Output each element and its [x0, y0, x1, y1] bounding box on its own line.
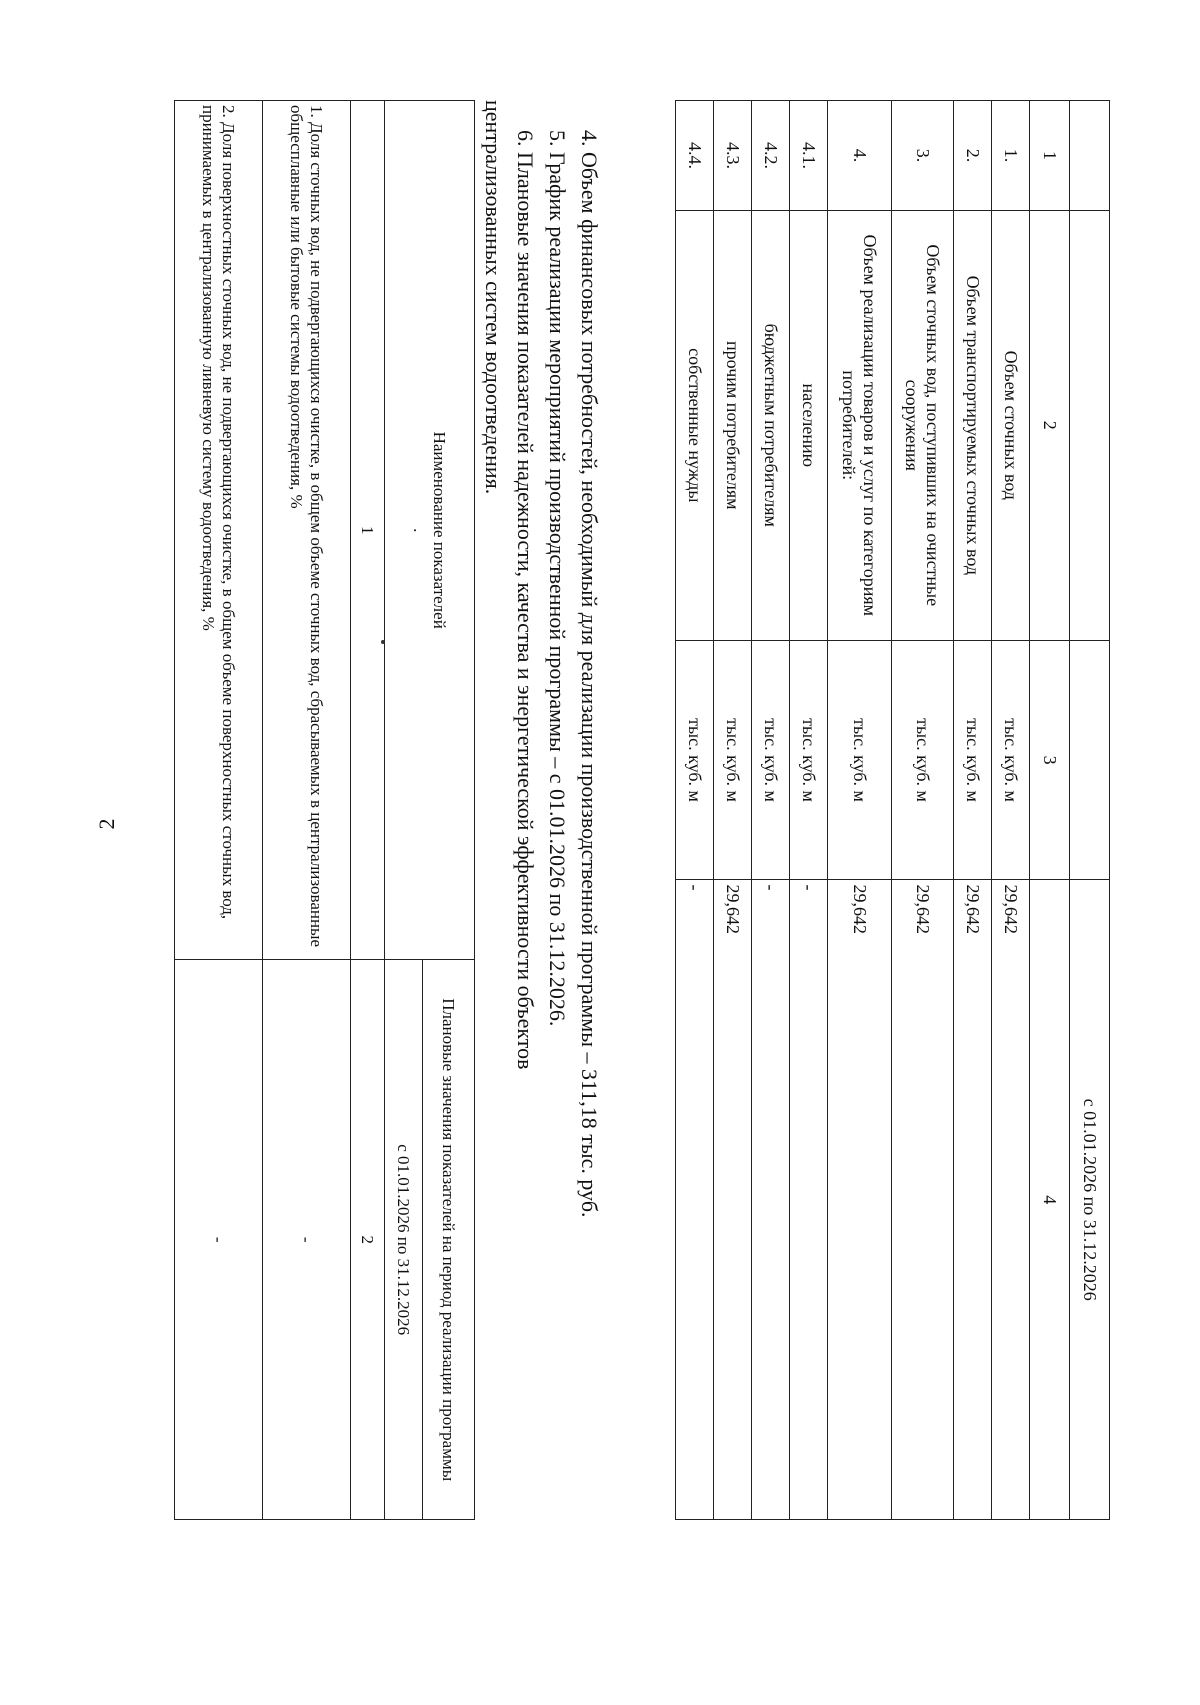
row-value: 29,642 [992, 880, 1030, 1520]
row-unit: тыс. куб. м [714, 640, 752, 880]
paragraph-indicators [477, 100, 541, 1520]
table2-header-period: с 01.01.2026 по 31.12.2026 [385, 960, 423, 1520]
indicator-name: 2. Доля поверхностных сточных вод, не подвергающихся очистке, в общем объеме поверхностных сточных вод, принимаемых в централизованную ливневую систему водоотведения, % [175, 101, 263, 960]
row-value: 29,642 [828, 880, 892, 1520]
table1-header-empty [1070, 640, 1110, 880]
row-number: 4. [828, 101, 892, 211]
paragraph-financial-needs: 4. Объем финансовых потребностей, необходимый для реализации производственной программы – 311,18 тыс. руб. [577, 130, 602, 1218]
indicator-name: 1. Доля сточных вод, не подвергающихся очистке, в общем объеме сточных вод, сбрасываемых в централизованные общесплавные или бытовые системы водоотведения, % [263, 101, 351, 960]
table2-col-number: 2 [351, 960, 385, 1520]
table2-col-numbers-row [351, 101, 385, 1520]
table-row [790, 101, 828, 1520]
row-unit: тыс. куб. м [752, 640, 790, 880]
paragraph-indicators-line2: централизованных систем водоотведения. [481, 100, 506, 495]
row-number: 4.4. [676, 101, 714, 211]
indicator-value: - [263, 960, 351, 1520]
row-number: 1. [992, 101, 1030, 211]
paragraph-indicators-line1: 6. Плановые значения показателей надежности, качества и энергетической эффективности объектов [513, 130, 538, 1070]
table-row [676, 101, 714, 1520]
table2-header-name: Наименование показателей [430, 431, 450, 629]
row-name: прочим потребителям [714, 210, 752, 640]
production-volume-table [675, 100, 1110, 1520]
table-row [263, 101, 351, 1520]
row-unit: тыс. куб. м [676, 640, 714, 880]
table2-header-name-cell [385, 101, 475, 960]
table1-header-empty [1070, 101, 1110, 211]
row-value: - [790, 880, 828, 1520]
row-unit: тыс. куб. м [892, 640, 954, 880]
row-name: Объем сточных вод, поступивших на очистные сооружения [892, 210, 954, 640]
indicators-table [174, 100, 475, 1520]
table1-col-number: 1 [1030, 101, 1070, 211]
row-name: бюджетным потребителям [752, 210, 790, 640]
table-row [892, 101, 954, 1520]
table2-col-number: 1 [351, 101, 385, 960]
table-row [828, 101, 892, 1520]
row-name: собственные нужды [676, 210, 714, 640]
table-row [992, 101, 1030, 1520]
row-value: 29,642 [714, 880, 752, 1520]
scan-dot [381, 640, 385, 644]
table1-header-empty [1070, 210, 1110, 640]
row-number: 2. [954, 101, 992, 211]
page-number: 2 [94, 818, 119, 830]
row-name: Объем реализации товаров и услуг по категориям потребителей: [828, 210, 892, 640]
row-unit: тыс. куб. м [828, 640, 892, 880]
row-value: - [752, 880, 790, 1520]
row-value: 29,642 [954, 880, 992, 1520]
table1-col-number: 3 [1030, 640, 1070, 880]
row-number: 3. [892, 101, 954, 211]
row-name: Объем транспортируемых сточных вод [954, 210, 992, 640]
row-name: населению [790, 210, 828, 640]
row-value: - [676, 880, 714, 1520]
row-number: 4.1. [790, 101, 828, 211]
table1-header-period: с 01.01.2026 по 31.12.2026 [1070, 880, 1110, 1520]
row-value: 29,642 [892, 880, 954, 1520]
indicator-value: - [175, 960, 263, 1520]
table2-header-dot: . [410, 528, 430, 533]
row-unit: тыс. куб. м [954, 640, 992, 880]
row-number: 4.2. [752, 101, 790, 211]
table1-col-number: 2 [1030, 210, 1070, 640]
row-number: 4.3. [714, 101, 752, 211]
row-name: Объем сточных вод [992, 210, 1030, 640]
row-unit: тыс. куб. м [992, 640, 1030, 880]
paragraph-schedule: 5. График реализации мероприятий производственной программы – с 01.01.2026 по 31.12.2026. [545, 130, 570, 1027]
table1-col-numbers-row [1030, 101, 1070, 1520]
table-row [954, 101, 992, 1520]
table-row [175, 101, 263, 1520]
table1-header-row [1070, 101, 1110, 1520]
table-row [752, 101, 790, 1520]
rotated-content [150, 100, 1110, 1520]
table1-col-number: 4 [1030, 880, 1070, 1520]
table-row [714, 101, 752, 1520]
table2-header-row [423, 101, 475, 1520]
table2-header-plan: Плановые значения показателей на период реализации программы [423, 960, 475, 1520]
row-unit: тыс. куб. м [790, 640, 828, 880]
